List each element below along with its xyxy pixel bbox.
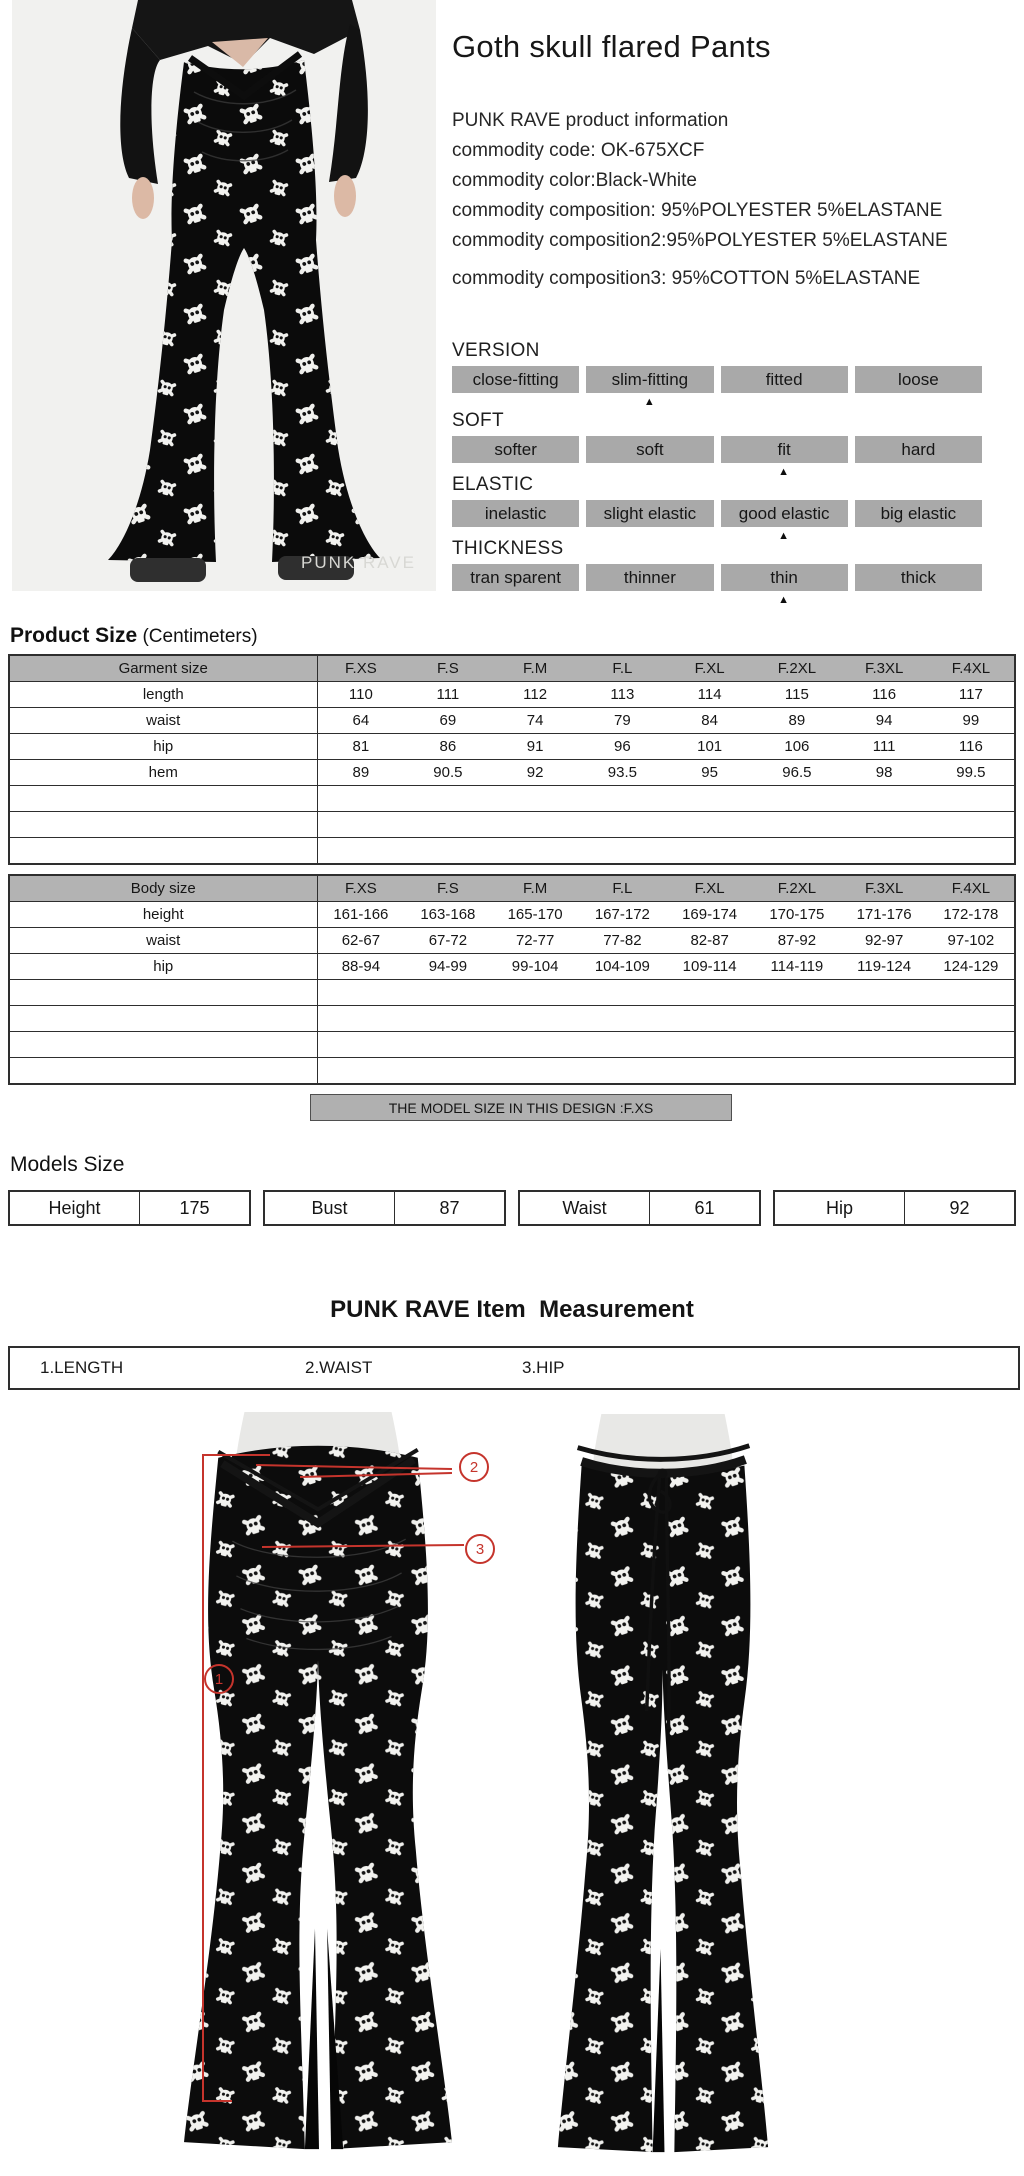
size-cell: 170-175 — [753, 902, 840, 928]
size-cell: 106 — [753, 734, 840, 760]
size-cell: 99 — [928, 708, 1015, 734]
commodity-code: OK-675XCF — [600, 140, 705, 161]
size-cell: 64 — [317, 708, 404, 734]
size-cell: 167-172 — [579, 902, 666, 928]
models-size-bust — [263, 1190, 506, 1226]
size-cell: 89 — [753, 708, 840, 734]
models-size-table — [8, 1190, 1016, 1226]
selected-marker-icon: ▲ — [778, 466, 790, 478]
attribute-option: slim-fitting — [586, 366, 713, 393]
size-column-header: F.XS — [317, 875, 404, 902]
selected-marker-icon: ▲ — [778, 530, 790, 542]
model-shoe — [130, 558, 206, 582]
models-size-label: Height — [10, 1192, 140, 1224]
selected-marker-icon: ▲ — [643, 396, 655, 408]
size-cell: 99-104 — [492, 954, 579, 980]
size-cell: 112 — [492, 682, 579, 708]
commodity-composition2: 95%POLYESTER 5%ELASTANE — [666, 230, 948, 251]
size-row-empty — [9, 838, 1015, 865]
size-row-empty — [9, 1006, 1015, 1032]
attribute-option: hard — [855, 436, 982, 463]
attribute-option: thick — [855, 564, 982, 591]
size-row-label — [9, 786, 317, 812]
product-info-field: commodity color:Black-White — [452, 170, 697, 191]
size-column-header: F.XL — [666, 875, 753, 902]
size-column-header: F.XS — [317, 655, 404, 682]
size-cell: 99.5 — [928, 760, 1015, 786]
size-cell: 116 — [841, 682, 928, 708]
size-cell: 104-109 — [579, 954, 666, 980]
size-cell — [317, 812, 1015, 838]
models-size-value: 61 — [694, 1197, 715, 1218]
photo-watermark: PUNK RAVE — [301, 553, 416, 572]
size-cell: 97-102 — [928, 928, 1015, 954]
attribute-option: thin — [721, 564, 848, 591]
size-column-header: F.M — [492, 655, 579, 682]
attribute-scale — [452, 366, 982, 393]
attribute-option: close-fitting — [452, 366, 579, 393]
size-cell: 84 — [666, 708, 753, 734]
selected-marker-icon: ▲ — [778, 594, 790, 606]
size-cell: 98 — [841, 760, 928, 786]
attribute-elastic — [452, 474, 982, 540]
attribute-version — [452, 340, 982, 406]
model-hand — [132, 177, 154, 219]
size-cell: 67-72 — [404, 928, 491, 954]
size-cell: 94-99 — [404, 954, 491, 980]
product-photo — [12, 0, 436, 591]
attribute-option: inelastic — [452, 500, 579, 527]
model-size-note: THE MODEL SIZE IN THIS DESIGN :F.XS — [310, 1094, 732, 1121]
attribute-option: soft — [586, 436, 713, 463]
models-size-heading: Models Size — [10, 1153, 125, 1176]
attribute-option: good elastic — [721, 500, 848, 527]
size-column-header: F.2XL — [753, 875, 840, 902]
models-size-waist — [518, 1190, 761, 1226]
garment-size-table — [8, 654, 1016, 865]
size-cell: 169-174 — [666, 902, 753, 928]
size-row-label: length — [9, 682, 317, 708]
size-row — [9, 760, 1015, 786]
size-cell: 90.5 — [404, 760, 491, 786]
size-column-header: F.3XL — [841, 875, 928, 902]
size-cell: 163-168 — [404, 902, 491, 928]
size-column-header: F.L — [579, 655, 666, 682]
size-table-corner: Body size — [9, 875, 317, 902]
size-table-header-row — [9, 655, 1015, 682]
size-column-header: F.M — [492, 875, 579, 902]
page-title: Goth skull flared Pants — [452, 28, 771, 64]
size-row-empty — [9, 786, 1015, 812]
attribute-scale — [452, 500, 982, 527]
size-cell: 74 — [492, 708, 579, 734]
size-column-header: F.4XL — [928, 875, 1015, 902]
size-row — [9, 708, 1015, 734]
size-row — [9, 928, 1015, 954]
attribute-title: ELASTIC — [452, 474, 534, 495]
size-row-label — [9, 812, 317, 838]
size-row-label: height — [9, 902, 317, 928]
size-cell: 111 — [841, 734, 928, 760]
size-cell: 114-119 — [753, 954, 840, 980]
length-measure-tick — [202, 1454, 270, 1456]
pants-front-figure — [182, 1412, 454, 2162]
models-size-hip — [773, 1190, 1016, 1226]
size-cell: 69 — [404, 708, 491, 734]
size-cell — [317, 1058, 1015, 1085]
size-row — [9, 902, 1015, 928]
size-cell: 171-176 — [841, 902, 928, 928]
product-info-field: commodity composition2:95%POLYESTER 5%ELASTANE — [452, 230, 948, 251]
size-column-header: F.4XL — [928, 655, 1015, 682]
size-column-header: F.L — [579, 875, 666, 902]
size-cell: 96 — [579, 734, 666, 760]
size-cell: 87-92 — [753, 928, 840, 954]
size-cell — [317, 1032, 1015, 1058]
models-size-value: 175 — [179, 1197, 210, 1218]
commodity-composition: 95%POLYESTER 5%ELASTANE — [661, 200, 943, 221]
size-row — [9, 682, 1015, 708]
size-cell: 110 — [317, 682, 404, 708]
size-row-label: hip — [9, 734, 317, 760]
size-row — [9, 734, 1015, 760]
size-cell: 116 — [928, 734, 1015, 760]
size-row-label — [9, 1006, 317, 1032]
size-row-label: hem — [9, 760, 317, 786]
measurement-legend — [8, 1346, 1020, 1390]
measurement-title: PUNK RAVE Item Measurement — [330, 1296, 694, 1323]
attribute-title: THICKNESS — [452, 538, 564, 559]
size-cell: 92-97 — [841, 928, 928, 954]
size-cell — [317, 838, 1015, 865]
size-row-empty — [9, 980, 1015, 1006]
size-column-header: F.2XL — [753, 655, 840, 682]
product-info-field: commodity composition: 95%POLYESTER 5%ELASTANE — [452, 200, 943, 221]
size-row-label: waist — [9, 708, 317, 734]
attribute-scale — [452, 564, 982, 591]
size-column-header: F.3XL — [841, 655, 928, 682]
size-cell — [317, 1006, 1015, 1032]
product-info — [452, 106, 1012, 294]
size-cell: 109-114 — [666, 954, 753, 980]
commodity-color: Black-White — [595, 170, 697, 191]
attribute-title: VERSION — [452, 340, 540, 361]
attribute-option: fit — [721, 436, 848, 463]
length-measure-tick — [202, 2100, 232, 2102]
legend-item: 3.HIP — [522, 1358, 565, 1377]
size-cell — [317, 980, 1015, 1006]
size-column-header: F.S — [404, 875, 491, 902]
size-row-empty — [9, 812, 1015, 838]
size-cell: 88-94 — [317, 954, 404, 980]
size-cell: 115 — [753, 682, 840, 708]
velvet-godet — [305, 1929, 319, 2150]
size-row-label — [9, 980, 317, 1006]
attribute-option: slight elastic — [586, 500, 713, 527]
size-cell: 114 — [666, 682, 753, 708]
size-cell: 86 — [404, 734, 491, 760]
size-cell: 72-77 — [492, 928, 579, 954]
measure-marker-waist: 2 — [459, 1452, 489, 1482]
product-size-heading: Product Size (Centimeters) — [10, 624, 258, 647]
size-cell: 124-129 — [928, 954, 1015, 980]
size-row-label — [9, 1032, 317, 1058]
attribute-option: softer — [452, 436, 579, 463]
size-cell: 161-166 — [317, 902, 404, 928]
attribute-option: thinner — [586, 564, 713, 591]
size-row-label: waist — [9, 928, 317, 954]
attribute-option: tran sparent — [452, 564, 579, 591]
size-row-label: hip — [9, 954, 317, 980]
size-cell: 113 — [579, 682, 666, 708]
size-cell: 89 — [317, 760, 404, 786]
product-info-field: commodity code: OK-675XCF — [452, 140, 705, 161]
attribute-soft — [452, 410, 982, 476]
size-row-label — [9, 1058, 317, 1085]
size-cell: 96.5 — [753, 760, 840, 786]
size-cell — [317, 786, 1015, 812]
size-cell: 62-67 — [317, 928, 404, 954]
size-cell: 172-178 — [928, 902, 1015, 928]
size-row-label — [9, 838, 317, 865]
size-row-empty — [9, 1032, 1015, 1058]
attribute-thickness — [452, 538, 982, 604]
size-cell: 79 — [579, 708, 666, 734]
size-cell: 82-87 — [666, 928, 753, 954]
model-hand — [334, 175, 356, 217]
size-cell: 111 — [404, 682, 491, 708]
legend-item: 1.LENGTH — [40, 1358, 124, 1377]
size-cell: 81 — [317, 734, 404, 760]
size-column-header: F.S — [404, 655, 491, 682]
attribute-option: loose — [855, 366, 982, 393]
size-cell: 93.5 — [579, 760, 666, 786]
size-column-header: F.XL — [666, 655, 753, 682]
models-size-label: Bust — [265, 1192, 395, 1224]
attribute-scale — [452, 436, 982, 463]
size-row-empty — [9, 1058, 1015, 1085]
attribute-scales — [452, 340, 982, 620]
size-cell: 77-82 — [579, 928, 666, 954]
legend-item: 2.WAIST — [305, 1358, 373, 1377]
size-cell: 101 — [666, 734, 753, 760]
measure-marker-length: 1 — [204, 1664, 234, 1694]
size-cell: 91 — [492, 734, 579, 760]
velvet-godet — [653, 1949, 665, 2152]
measure-marker-hip: 3 — [465, 1534, 495, 1564]
product-info-header: PUNK RAVE product information — [452, 110, 729, 131]
size-cell: 94 — [841, 708, 928, 734]
models-size-height — [8, 1190, 251, 1226]
product-info-field: commodity composition3: 95%COTTON 5%ELASTANE — [452, 268, 921, 289]
models-size-label: Waist — [520, 1192, 650, 1224]
size-cell: 119-124 — [841, 954, 928, 980]
pants-back-figure — [552, 1414, 774, 2162]
models-size-label: Hip — [775, 1192, 905, 1224]
length-measure-line — [202, 1456, 204, 2102]
size-row — [9, 954, 1015, 980]
size-table-header-row — [9, 875, 1015, 902]
size-cell: 95 — [666, 760, 753, 786]
attribute-title: SOFT — [452, 410, 504, 431]
size-table-corner: Garment size — [9, 655, 317, 682]
attribute-option: fitted — [721, 366, 848, 393]
size-cell: 117 — [928, 682, 1015, 708]
size-cell: 165-170 — [492, 902, 579, 928]
body-size-table — [8, 874, 1016, 1085]
models-size-value: 92 — [949, 1197, 970, 1218]
attribute-option: big elastic — [855, 500, 982, 527]
size-cell: 92 — [492, 760, 579, 786]
models-size-value: 87 — [439, 1197, 460, 1218]
commodity-composition3: 95%COTTON 5%ELASTANE — [671, 268, 921, 289]
